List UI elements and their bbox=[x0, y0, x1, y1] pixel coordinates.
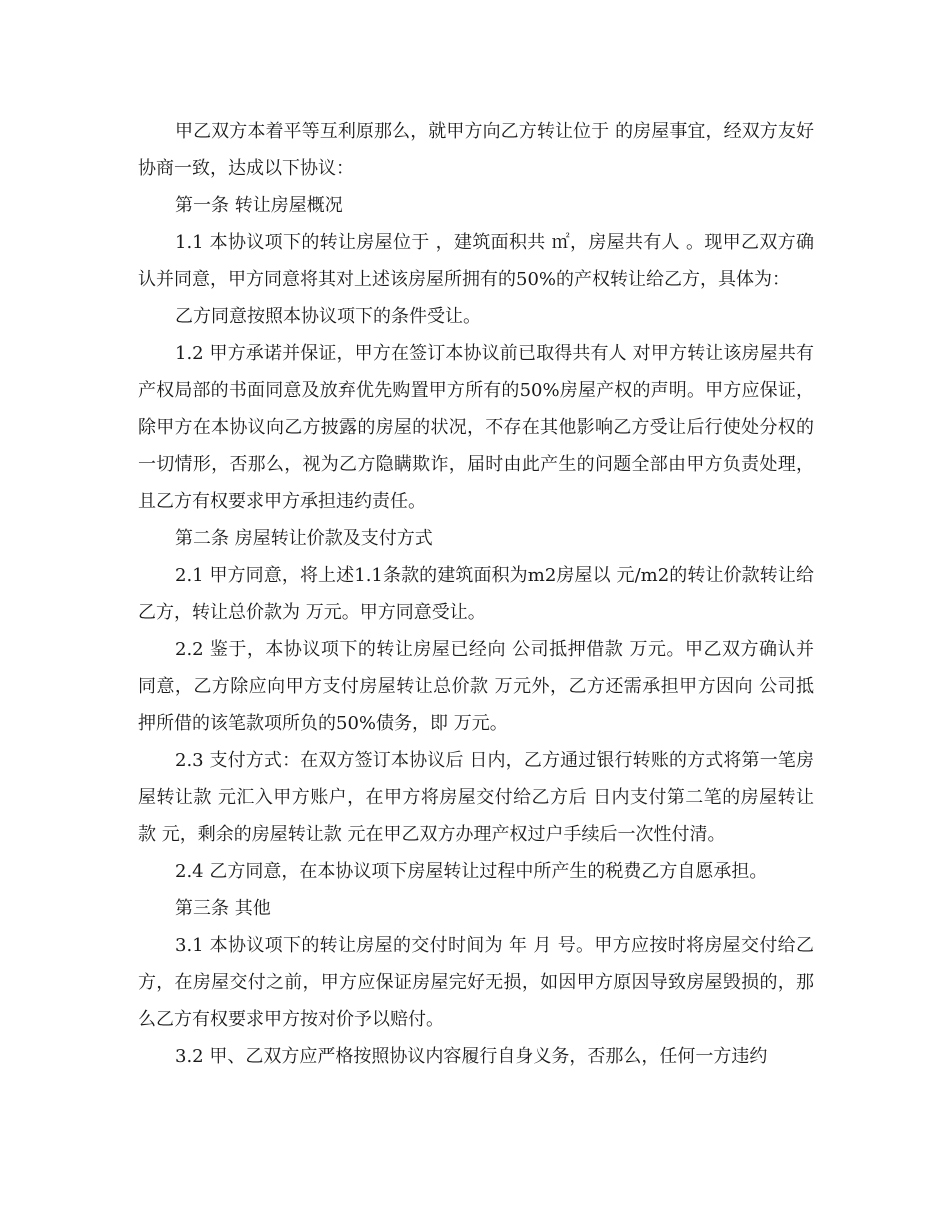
article-2-heading: 第二条 房屋转让价款及支付方式 bbox=[175, 528, 433, 549]
clause-3-1: 3.1 本协议项下的转让房屋的交付时间为 年 月 号。甲方应按时将房屋交付给乙方，在房屋交付之前，甲方应保证房屋完好无损，如因甲方原因导致房屋毁损的，那么乙方有权要求甲方按对价予以赔付。 bbox=[138, 935, 814, 1030]
article-1-heading: 第一条 转让房屋概况 bbox=[175, 195, 343, 216]
clause-3-2: 3.2 甲、乙双方应严格按照协议内容履行自身义务，否那么，任何一方违约 bbox=[175, 1046, 768, 1067]
clause-1-1-continued: 乙方同意按照本协议项下的条件受让。 bbox=[175, 306, 481, 327]
clause-1-1: 1.1 本协议项下的转让房屋位于 ，建筑面积共 ㎡，房屋共有人 。现甲乙双方确认并同意，甲方同意将其对上述该房屋所拥有的50%的产权转让给乙方，具体为： bbox=[138, 232, 814, 290]
clause-1-2: 1.2 甲方承诺并保证，甲方在签订本协议前已取得共有人 对甲方转让该房屋共有产权局部的书面同意及放弃优先购置甲方所有的50%房屋产权的声明。甲方应保证，除甲方在本协议向乙方披露的房屋的状况，不存在其他影响乙方受让后行使处分权的一切情形，否那么，视为乙方隐瞒欺诈，届时由此产生的问题全部由甲方负责处理，且乙方有权要求甲方承担违约责任。 bbox=[138, 343, 814, 512]
clause-2-2: 2.2 鉴于，本协议项下的转让房屋已经向 公司抵押借款 万元。甲乙双方确认并同意，乙方除应向甲方支付房屋转让总价款 万元外，乙方还需承担甲方因向 公司抵押所借的该笔款项所负的50%债务，即 万元。 bbox=[138, 639, 814, 734]
clause-2-4: 2.4 乙方同意，在本协议项下房屋转让过程中所产生的税费乙方自愿承担。 bbox=[175, 861, 768, 882]
clause-2-1: 2.1 甲方同意，将上述1.1条款的建筑面积为m2房屋以 元/m2的转让价款转让给乙方，转让总价款为 万元。甲方同意受让。 bbox=[138, 565, 814, 623]
document-body bbox=[138, 113, 814, 1075]
article-3-heading: 第三条 其他 bbox=[175, 898, 271, 919]
clause-2-3: 2.3 支付方式：在双方签订本协议后 日内，乙方通过银行转账的方式将第一笔房屋转让款 元汇入甲方账户，在甲方将房屋交付给乙方后 日内支付第二笔的房屋转让款 元，剩余的房屋转让款 元在甲乙双方办理产权过户手续后一次性付清。 bbox=[138, 750, 814, 845]
intro-paragraph: 甲乙双方本着平等互利原那么，就甲方向乙方转让位于 的房屋事宜，经双方友好协商一致，达成以下协议： bbox=[138, 121, 814, 179]
